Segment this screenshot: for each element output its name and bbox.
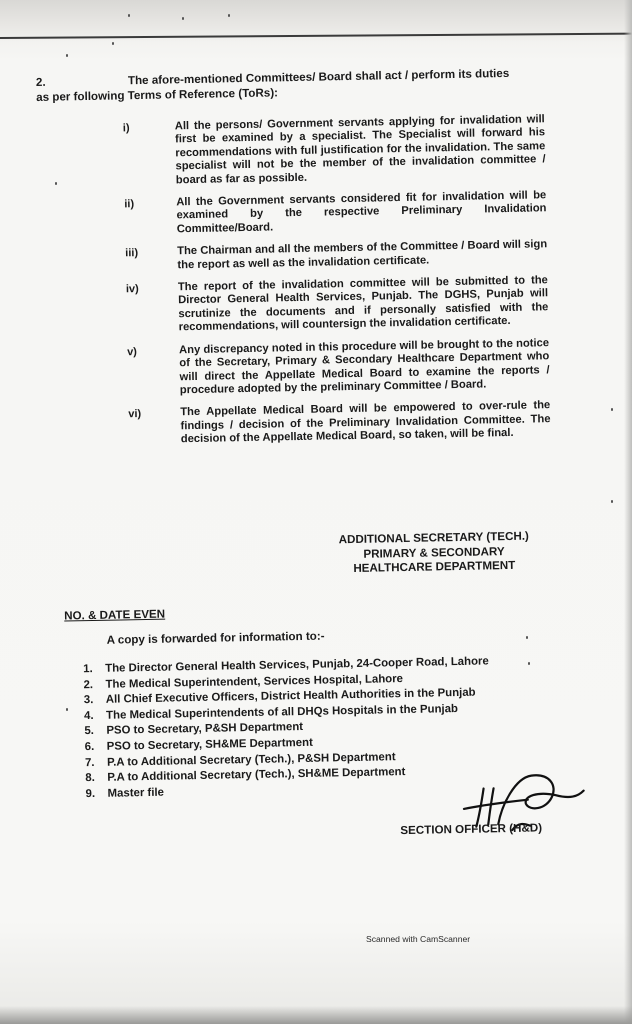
distribution-text: PSO to Secretary, P&SH Department [106,721,304,738]
paragraph-number: 2. [35,75,46,89]
tor-item [124,189,555,237]
distribution-number: 6. [84,740,95,754]
tor-text: The Appellate Medical Board will be empowered to over-rule the findings / decision of the Preliminary Invalidation Committee. The decision of the Appellate Medical Board, so taken, will be final. [180,399,551,446]
distribution-text: P.A to Additional Secretary (Tech.), SH&ME Department [107,766,406,784]
distribution-text: P.A to Additional Secretary (Tech.), P&SH Department [106,750,396,769]
scan-right-edge [624,0,632,1024]
scan-bottom-edge [0,1006,632,1024]
paragraph-text-line2: as per following Terms of Reference (ToRs): [36,86,279,104]
distribution-number: 8. [85,772,95,785]
tor-text: Any discrepancy noted in this procedure will be brought to the notice of the Secretary, Primary & Secondary Healthcare Department who will direct the Appellate Medical Board to examine the reports / procedure adopted by the preliminary Committee / Board. [178,336,550,397]
signatory-block [319,529,550,577]
distribution-text: The Director General Health Services, Punjab, 24-Cooper Road, Lahore [105,655,489,675]
distribution-number: 3. [83,694,94,707]
paragraph-text-line1: The afore-mentioned Committees/ Board shall act / perform its duties [127,66,510,88]
copy-forwarded-intro: A copy is forwarded for information to:- [106,629,325,647]
signatory-department-line: PRIMARY & SECONDARY [363,544,505,561]
paragraph-2 [36,65,566,105]
distribution-text: PSO to Secretary, SH&ME Department [106,736,313,753]
scanner-watermark: Scanned with CamScanner [366,934,471,944]
distribution-text: The Medical Superintendents of all DHQs Hospitals in the Punjab [105,702,459,722]
tor-text: The Chairman and all the members of the Committee / Board will sign the report as well as the invalidation certificate. [177,238,548,271]
distribution-text: Master file [107,786,165,800]
terms-of-reference-list [123,113,559,457]
tor-item [128,399,559,447]
distribution-number: 5. [84,725,95,738]
distribution-number: 4. [83,709,94,722]
signatory-department-line: HEALTHCARE DEPARTMENT [353,558,516,575]
tor-numeral: iv) [125,283,139,296]
distribution-text: All Chief Executive Officers, District Health Authorities in the Punjab [105,686,476,706]
tor-text: The report of the invalidation committee will be submitted to the Director General Health Services, Punjab. The DGHS, Punjab will scrutinize the documents and if personally satisfied with the recommendations, will countersign the invalidation certificate. [177,274,549,334]
tor-item [127,337,558,399]
distribution-number: 7. [84,756,95,769]
tor-item [126,274,557,336]
tor-item [125,238,555,273]
number-and-date: NO. & DATE EVEN [64,607,166,623]
section-officer-title: SECTION OFFICER (H&D) [400,821,543,838]
distribution-number: 1. [83,663,93,676]
distribution-text: The Medical Superintendent, Services Hospital, Lahore [105,672,404,691]
distribution-number: 9. [85,787,96,800]
tor-text: All the persons/ Government servants applying for invalidation will first be examined by a specialist. The Specialist will forward his recommendations with full justification for the invalidation. The same specialist will not be the member of the invalidation committee / board as far as possible. [174,113,546,186]
tor-text: All the Government servants considered fit for invalidation will be examined by the respective Preliminary Invalidation Committee/Board. [176,189,547,236]
distribution-number: 2. [83,678,94,691]
tor-numeral: iii) [125,247,139,260]
tor-numeral: v) [127,345,138,358]
tor-numeral: vi) [128,408,142,421]
tor-item [123,113,554,188]
tor-numeral: ii) [124,198,135,211]
signatory-title: ADDITIONAL SECRETARY (TECH.) [338,529,529,547]
tor-numeral: i) [122,122,130,135]
